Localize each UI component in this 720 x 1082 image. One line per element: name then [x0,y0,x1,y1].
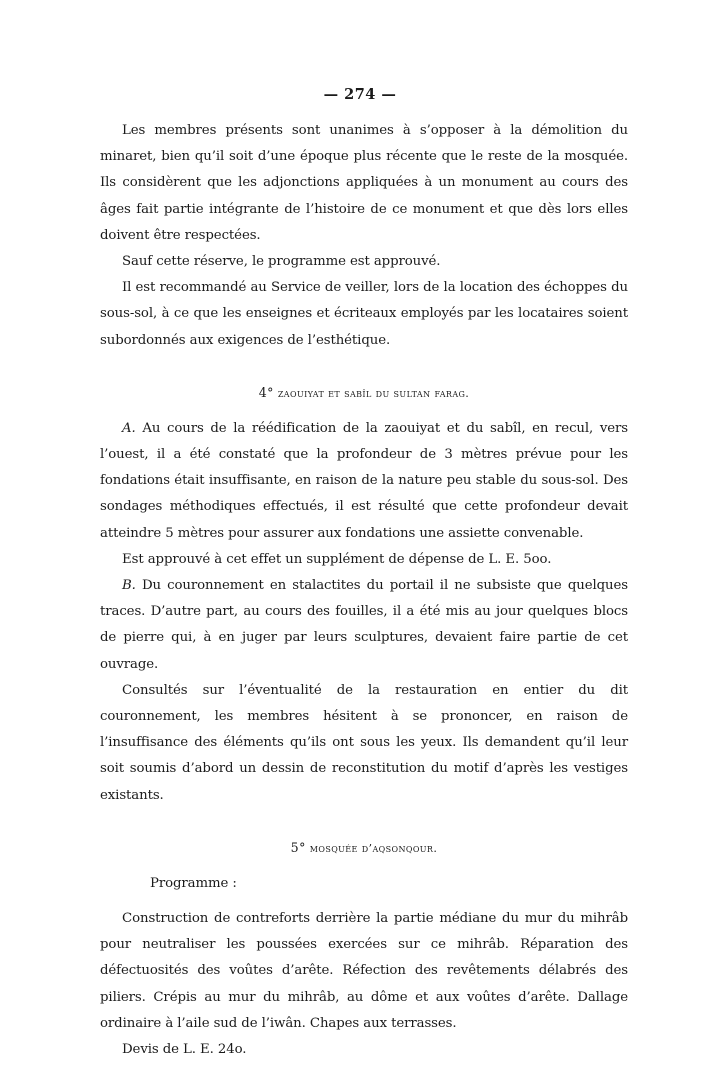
paragraph-text: Au cours de la réédification de la zaouiyat et du sabîl, en recul, vers l’ouest, il a été constaté que la profondeur de 3 mètres prévue pour les fondations était insuffisante, en raison de la nature peu stable du sous-sol. Des sondages méthodiques effectués, il est résulté que cette profondeur devait atteindre 5 mètres pour assurer aux fondations une assiette convenable. [100,420,628,541]
spacer [100,809,628,835]
spacer [100,862,628,871]
paragraph [100,573,628,678]
spacer [100,897,628,906]
paragraph: Sauf cette réserve, le programme est approuvé. [122,254,441,270]
paragraph: Consultés sur l’éventualité de la restauration en entier du dit couronnement, les membres hésitent à se prononcer, en raison de l’insuffisance des éléments qu’ils ont sous les yeux. Ils demandent qu’il leur soit soumis d’abord un dessin de reconstitution du motif d’après les vestiges existants. [100,682,628,803]
paragraph-text: Du couronnement en stalactites du portail il ne subsiste que quelques traces. D’autre part, au cours des fouilles, il a été mis au jour quelques blocs de pierre qui, à en juger par leurs sculptures, devaient faire partie de cet ouvrage. [100,578,628,672]
paragraph: Il est recommandé au Service de veiller, lors de la location des échoppes du sous-sol, à ce que les enseignes et écriteaux employés par les locataires soient subordonnés aux exigences de l’esthétique. [100,280,628,348]
section-5-title: mosquée d’aqsonqour. [309,841,438,855]
paragraph [100,416,628,547]
section-5-heading [100,835,628,862]
spacer [100,354,628,380]
paragraph-label: A. [122,420,136,436]
paragraph: Construction de contreforts derrière la partie médiane du mur du mihrâb pour neutraliser les poussées exercées sur ce mihrâb. Réparation des défectuosités des voûtes d’arête. Réfection des revêtements délabrés des piliers. Crépis au mur du mihrâb, au dôme et aux voûtes d’arête. Dallage ordinaire à l’aile sud de l’iwân. Chapes aux terrasses. [100,911,628,1031]
section-5-number: 5° [290,839,306,855]
section-4-number: 4° [258,384,274,400]
programme-label: Programme : [150,875,237,891]
page-body [100,118,628,1063]
section-4-title: zaouiyat et sabîl du sultan farag. [277,386,470,400]
section-4-heading [100,380,628,407]
paragraph: Est approuvé à cet effet un supplément de dépense de L. E. 5oo. [122,551,552,567]
paragraph-label: B. [122,578,136,594]
paragraph: Les membres présents sont unanimes à s’opposer à la démolition du minaret, bien qu’il soit d’une époque plus récente que le reste de la mosquée. Ils considèrent que les adjonctions appliquées à un monument au cours des âges fait partie intégrante de l’histoire de ce monument et que dès lors elles doivent être respectées. [100,123,628,243]
paragraph: Devis de L. E. 24o. [122,1042,247,1058]
page-number: — 274 — [323,86,397,103]
spacer [100,407,628,416]
